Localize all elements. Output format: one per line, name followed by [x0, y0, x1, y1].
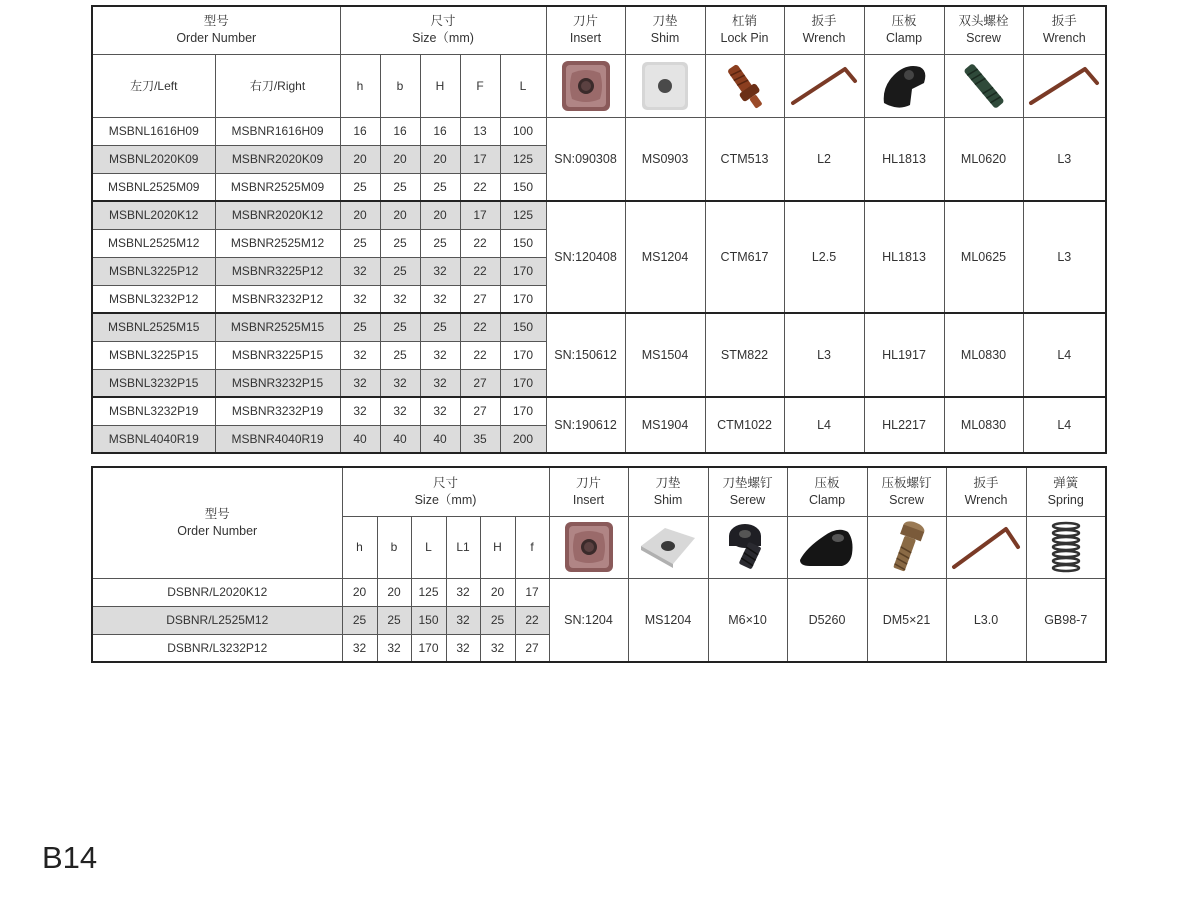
dim-H: 40 — [420, 425, 460, 453]
dim-b: 32 — [380, 369, 420, 397]
dim-h: 32 — [340, 341, 380, 369]
order-number: DSBNR/L3232P12 — [92, 634, 342, 662]
left-label: 左刀/Left — [92, 54, 215, 117]
col-h: h — [340, 54, 380, 117]
dim-L: 170 — [411, 634, 446, 662]
left-order-number: MSBNL3232P15 — [92, 369, 215, 397]
accessory-wrench1: L3 — [784, 313, 864, 397]
shim-header: 刀垫 Shim — [625, 6, 705, 54]
shim-image-2 — [628, 516, 708, 578]
dim-h: 25 — [340, 173, 380, 201]
insert-header-2: 刀片 Insert — [549, 467, 628, 516]
right-order-number: MSBNR2525M09 — [215, 173, 340, 201]
accessory-clampscrew: DM5×21 — [867, 578, 946, 662]
dim-H: 20 — [480, 578, 515, 606]
dim-h: 25 — [340, 313, 380, 341]
clamp-screw-image — [867, 516, 946, 578]
dim-b: 25 — [377, 606, 411, 634]
dim-F: 22 — [460, 313, 500, 341]
dim-L1: 32 — [446, 578, 480, 606]
col-F: F — [460, 54, 500, 117]
wrench-header-2: 扳手 Wrench — [946, 467, 1026, 516]
dim-b: 25 — [380, 341, 420, 369]
left-order-number: MSBNL4040R19 — [92, 425, 215, 453]
dim-L: 125 — [500, 201, 546, 229]
shim-screw-image — [708, 516, 787, 578]
dim-F: 22 — [460, 341, 500, 369]
dim-h: 20 — [340, 145, 380, 173]
right-order-number: MSBNR4040R19 — [215, 425, 340, 453]
dim-H: 25 — [420, 313, 460, 341]
dim-H: 32 — [420, 285, 460, 313]
clamp-header: 压板 Clamp — [864, 6, 944, 54]
shim-header-2: 刀垫 Shim — [628, 467, 708, 516]
dim-F: 27 — [460, 397, 500, 425]
order-number: DSBNR/L2020K12 — [92, 578, 342, 606]
accessory-screw: ML0830 — [944, 313, 1023, 397]
col2-h: h — [342, 516, 377, 578]
accessory-spring: GB98-7 — [1026, 578, 1106, 662]
right-order-number: MSBNR3232P12 — [215, 285, 340, 313]
dim-L: 170 — [500, 397, 546, 425]
wrench-image — [784, 54, 864, 117]
col-b: b — [380, 54, 420, 117]
accessory-clamp: HL2217 — [864, 397, 944, 453]
order-number-header-2: 型号 Order Number — [92, 467, 342, 578]
right-order-number: MSBNR3232P15 — [215, 369, 340, 397]
right-order-number: MSBNR1616H09 — [215, 117, 340, 145]
dim-h: 32 — [340, 397, 380, 425]
right-order-number: MSBNR2525M12 — [215, 229, 340, 257]
dim-F: 17 — [460, 145, 500, 173]
left-order-number: MSBNL2020K09 — [92, 145, 215, 173]
col2-b: b — [377, 516, 411, 578]
dim-F: 13 — [460, 117, 500, 145]
dim-b: 32 — [380, 397, 420, 425]
dim-L: 150 — [500, 229, 546, 257]
accessory-insert: SN:1204 — [549, 578, 628, 662]
dim-b: 25 — [380, 173, 420, 201]
dim-h: 25 — [342, 606, 377, 634]
dim-H: 25 — [420, 229, 460, 257]
dim-L: 170 — [500, 369, 546, 397]
wrench2-header: 扳手 Wrench — [1023, 6, 1106, 54]
dim-f: 22 — [515, 606, 549, 634]
right-order-number: MSBNR2020K09 — [215, 145, 340, 173]
dim-H: 20 — [420, 145, 460, 173]
accessory-screw: ML0830 — [944, 397, 1023, 453]
dim-L: 125 — [411, 578, 446, 606]
lock-pin-header: 杠销 Lock Pin — [705, 6, 784, 54]
page-number: B14 — [42, 840, 98, 875]
accessory-insert: SN:150612 — [546, 313, 625, 397]
accessory-screw: ML0620 — [944, 117, 1023, 201]
accessory-shim: MS1504 — [625, 313, 705, 397]
accessory-screw: ML0625 — [944, 201, 1023, 313]
accessory-shim: MS1904 — [625, 397, 705, 453]
col2-f: f — [515, 516, 549, 578]
dim-b: 25 — [380, 229, 420, 257]
clamp-image-2 — [787, 516, 867, 578]
size-header-2: 尺寸 Size（mm) — [342, 467, 549, 516]
order-number: DSBNR/L2525M12 — [92, 606, 342, 634]
lever-lock-holder-table — [91, 5, 1107, 454]
dim-b: 20 — [377, 578, 411, 606]
dim-b: 20 — [380, 201, 420, 229]
insert-image — [546, 54, 625, 117]
accessory-shim: MS1204 — [628, 578, 708, 662]
dim-L: 200 — [500, 425, 546, 453]
accessory-shim: MS1204 — [625, 201, 705, 313]
right-order-number: MSBNR3225P12 — [215, 257, 340, 285]
dim-h: 32 — [340, 285, 380, 313]
dim-L1: 32 — [446, 606, 480, 634]
accessory-lockpin: CTM1022 — [705, 397, 784, 453]
left-order-number: MSBNL2525M09 — [92, 173, 215, 201]
spring-image — [1026, 516, 1106, 578]
right-order-number: MSBNR3225P15 — [215, 341, 340, 369]
spring-header: 弹簧 Spring — [1026, 467, 1106, 516]
dim-H: 16 — [420, 117, 460, 145]
dim-H: 32 — [420, 369, 460, 397]
left-order-number: MSBNL1616H09 — [92, 117, 215, 145]
wrench-header: 扳手 Wrench — [784, 6, 864, 54]
dim-F: 22 — [460, 257, 500, 285]
dim-L: 125 — [500, 145, 546, 173]
dim-H: 25 — [480, 606, 515, 634]
dim-b: 32 — [377, 634, 411, 662]
size-header: 尺寸 Size（mm) — [340, 6, 546, 54]
dim-b: 20 — [380, 145, 420, 173]
insert-image-2 — [549, 516, 628, 578]
accessory-wrench2: L3 — [1023, 201, 1106, 313]
dim-b: 40 — [380, 425, 420, 453]
left-order-number: MSBNL3225P15 — [92, 341, 215, 369]
table-row — [92, 313, 1106, 341]
accessory-insert: SN:120408 — [546, 201, 625, 313]
table-row — [92, 397, 1106, 425]
right-order-number: MSBNR3232P19 — [215, 397, 340, 425]
table-row — [92, 578, 1106, 606]
right-order-number: MSBNR2020K12 — [215, 201, 340, 229]
table-row — [92, 201, 1106, 229]
dim-L: 150 — [500, 173, 546, 201]
clamp-header-2: 压板 Clamp — [787, 467, 867, 516]
dim-f: 27 — [515, 634, 549, 662]
dim-h: 25 — [340, 229, 380, 257]
dim-h: 20 — [342, 578, 377, 606]
accessory-wrench1: L4 — [784, 397, 864, 453]
lock-pin-image — [705, 54, 784, 117]
col2-L1: L1 — [446, 516, 480, 578]
order-number-header: 型号 Order Number — [92, 6, 340, 54]
dim-H: 32 — [420, 397, 460, 425]
dim-F: 22 — [460, 229, 500, 257]
accessory-lockpin: CTM513 — [705, 117, 784, 201]
left-order-number: MSBNL3225P12 — [92, 257, 215, 285]
dim-L: 170 — [500, 257, 546, 285]
accessory-clamp: HL1813 — [864, 201, 944, 313]
wrench-image-2 — [946, 516, 1026, 578]
dim-h: 20 — [340, 201, 380, 229]
accessory-shim: MS0903 — [625, 117, 705, 201]
dim-b: 25 — [380, 257, 420, 285]
dim-h: 16 — [340, 117, 380, 145]
dim-L: 170 — [500, 341, 546, 369]
accessory-clamp: D5260 — [787, 578, 867, 662]
dim-b: 25 — [380, 313, 420, 341]
shim-image — [625, 54, 705, 117]
dim-L1: 32 — [446, 634, 480, 662]
table-row — [92, 117, 1106, 145]
left-order-number: MSBNL2020K12 — [92, 201, 215, 229]
dim-h: 32 — [342, 634, 377, 662]
dim-f: 17 — [515, 578, 549, 606]
dim-H: 32 — [480, 634, 515, 662]
accessory-wrench1: L2 — [784, 117, 864, 201]
dim-b: 32 — [380, 285, 420, 313]
left-order-number: MSBNL2525M15 — [92, 313, 215, 341]
accessory-lockpin: STM822 — [705, 313, 784, 397]
dim-H: 25 — [420, 173, 460, 201]
accessory-clamp: HL1813 — [864, 117, 944, 201]
col2-L: L — [411, 516, 446, 578]
shim-screw-header: 刀垫螺钉 Serew — [708, 467, 787, 516]
insert-header: 刀片 Insert — [546, 6, 625, 54]
accessory-wrench2: L3 — [1023, 117, 1106, 201]
accessory-wrench: L3.0 — [946, 578, 1026, 662]
accessory-wrench2: L4 — [1023, 397, 1106, 453]
clamp-image — [864, 54, 944, 117]
dim-L: 170 — [500, 285, 546, 313]
screw-header: 双头螺栓 Screw — [944, 6, 1023, 54]
accessory-wrench1: L2.5 — [784, 201, 864, 313]
dim-H: 32 — [420, 257, 460, 285]
dim-F: 17 — [460, 201, 500, 229]
dim-L: 150 — [411, 606, 446, 634]
accessory-lockpin: CTM617 — [705, 201, 784, 313]
right-order-number: MSBNR2525M15 — [215, 313, 340, 341]
col-L: L — [500, 54, 546, 117]
accessory-wrench2: L4 — [1023, 313, 1106, 397]
wrench2-image — [1023, 54, 1106, 117]
dim-b: 16 — [380, 117, 420, 145]
col-H: H — [420, 54, 460, 117]
dim-H: 20 — [420, 201, 460, 229]
dim-h: 32 — [340, 369, 380, 397]
dim-F: 22 — [460, 173, 500, 201]
accessory-insert: SN:190612 — [546, 397, 625, 453]
left-order-number: MSBNL3232P19 — [92, 397, 215, 425]
dim-L: 100 — [500, 117, 546, 145]
left-order-number: MSBNL2525M12 — [92, 229, 215, 257]
left-order-number: MSBNL3232P12 — [92, 285, 215, 313]
double-clamp-holder-table — [91, 466, 1107, 663]
dim-F: 27 — [460, 285, 500, 313]
dim-F: 27 — [460, 369, 500, 397]
accessory-clamp: HL1917 — [864, 313, 944, 397]
dim-H: 32 — [420, 341, 460, 369]
col2-H: H — [480, 516, 515, 578]
right-label: 右刀/Right — [215, 54, 340, 117]
dim-L: 150 — [500, 313, 546, 341]
dim-h: 40 — [340, 425, 380, 453]
accessory-insert: SN:090308 — [546, 117, 625, 201]
accessory-shimscrew: M6×10 — [708, 578, 787, 662]
screw-image — [944, 54, 1023, 117]
dim-F: 35 — [460, 425, 500, 453]
dim-h: 32 — [340, 257, 380, 285]
clamp-screw-header: 压板螺钉 Screw — [867, 467, 946, 516]
